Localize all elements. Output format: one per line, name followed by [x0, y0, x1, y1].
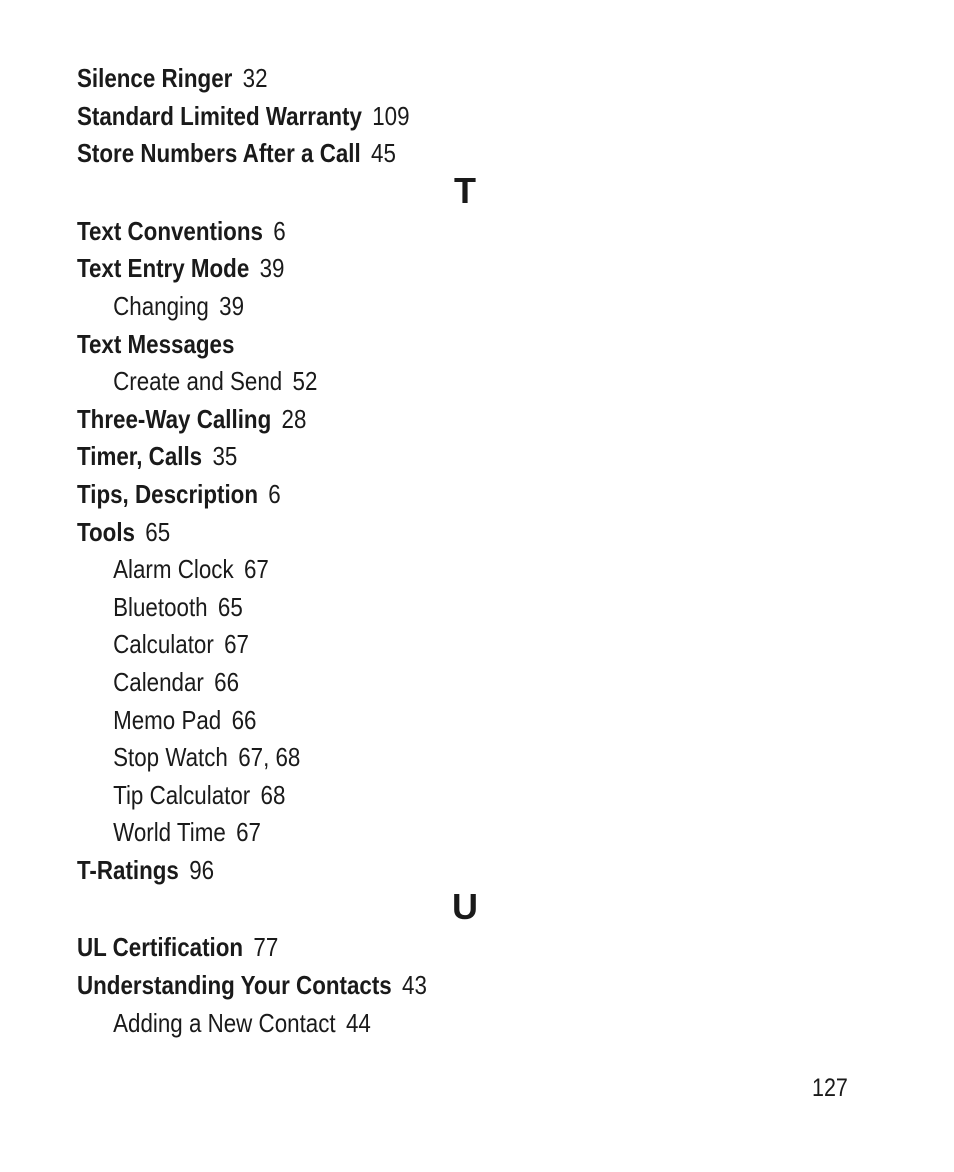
- index-term: T-Ratings: [77, 854, 179, 885]
- index-page-ref: 67: [224, 629, 249, 660]
- index-term: Understanding Your Contacts: [77, 970, 392, 1001]
- index-term: Text Conventions: [77, 215, 263, 246]
- index-term: Timer, Calls: [77, 441, 203, 472]
- index-subterm: Tip Calculator: [113, 779, 251, 810]
- index-entry: [77, 250, 765, 288]
- index-term: Tips, Description: [77, 478, 258, 509]
- index-subentry: [77, 288, 765, 326]
- index-entry: [77, 967, 765, 1005]
- index-entry: [77, 476, 765, 514]
- index-term: Silence Ringer: [77, 63, 233, 93]
- index-subterm: Memo Pad: [113, 704, 222, 735]
- index-page-ref: 6: [268, 478, 281, 509]
- index-subentry: [77, 814, 765, 852]
- index-entry: [77, 98, 765, 136]
- index-page-ref: 44: [345, 1007, 371, 1038]
- index-subterm: Changing: [113, 290, 209, 321]
- index-page-ref: 32: [242, 63, 268, 93]
- index-subterm: Adding a New Contact: [113, 1007, 336, 1038]
- index-entry: [77, 438, 765, 476]
- index-page-ref: 66: [231, 704, 257, 735]
- index-page-ref: 6: [273, 215, 286, 246]
- index-term: Text Messages: [77, 328, 235, 359]
- index-page-ref: 35: [212, 441, 238, 472]
- index-page-ref: 68: [260, 779, 286, 810]
- index-subterm: World Time: [113, 817, 226, 848]
- index-term: Text Entry Mode: [77, 253, 250, 284]
- index-subentry: [77, 739, 765, 777]
- index-page-ref: 45: [371, 138, 396, 169]
- index-entry: [77, 135, 765, 173]
- index-page-ref: 28: [281, 403, 307, 434]
- index-entry: [77, 514, 765, 552]
- section-letter-u: U: [452, 886, 478, 928]
- index-entry: [77, 401, 765, 439]
- index-subterm: Create and Send: [113, 366, 283, 397]
- index-subentry: [77, 589, 765, 627]
- index-term: Three-Way Calling: [77, 403, 272, 434]
- index-page-ref: 39: [259, 253, 285, 284]
- index-page-ref: 65: [217, 591, 243, 622]
- index-subterm: Calculator: [113, 629, 214, 660]
- index-subterm: Alarm Clock: [113, 554, 234, 585]
- index-subentry: [77, 777, 765, 815]
- index-subterm: Bluetooth: [113, 591, 208, 622]
- index-entry: [77, 213, 765, 251]
- index-term: Tools: [77, 516, 135, 547]
- index-term: UL Certification: [77, 932, 244, 963]
- index-page-ref: 39: [219, 290, 245, 321]
- index-term: Standard Limited Warranty: [77, 100, 362, 131]
- index-term: Store Numbers After a Call: [77, 138, 361, 169]
- index-subentry: [77, 551, 765, 589]
- index-page: [77, 60, 877, 1042]
- index-page-ref: 77: [253, 932, 279, 963]
- index-entry: [77, 60, 765, 98]
- index-subentry: [77, 1005, 765, 1043]
- section-letter-t: T: [454, 169, 476, 211]
- index-subentry: [77, 626, 765, 664]
- index-subentry: [77, 363, 765, 401]
- index-subentry: [77, 664, 765, 702]
- index-entry: [77, 929, 765, 967]
- index-page-ref: 52: [292, 366, 318, 397]
- index-subterm: Calendar: [113, 666, 204, 697]
- index-page-ref: 66: [214, 666, 240, 697]
- index-entry: [77, 326, 765, 364]
- index-page-ref: 67: [236, 817, 261, 848]
- index-page-ref: 67, 68: [238, 742, 301, 773]
- index-page-ref: 67: [243, 554, 269, 585]
- index-page-ref: 43: [402, 970, 427, 1001]
- index-subentry: [77, 702, 765, 740]
- page-number: 127: [812, 1074, 848, 1102]
- index-page-ref: 96: [189, 854, 215, 885]
- index-page-ref: 65: [145, 516, 171, 547]
- index-page-ref: 109: [372, 100, 410, 131]
- index-subterm: Stop Watch: [113, 742, 228, 773]
- index-entry: [77, 852, 765, 890]
